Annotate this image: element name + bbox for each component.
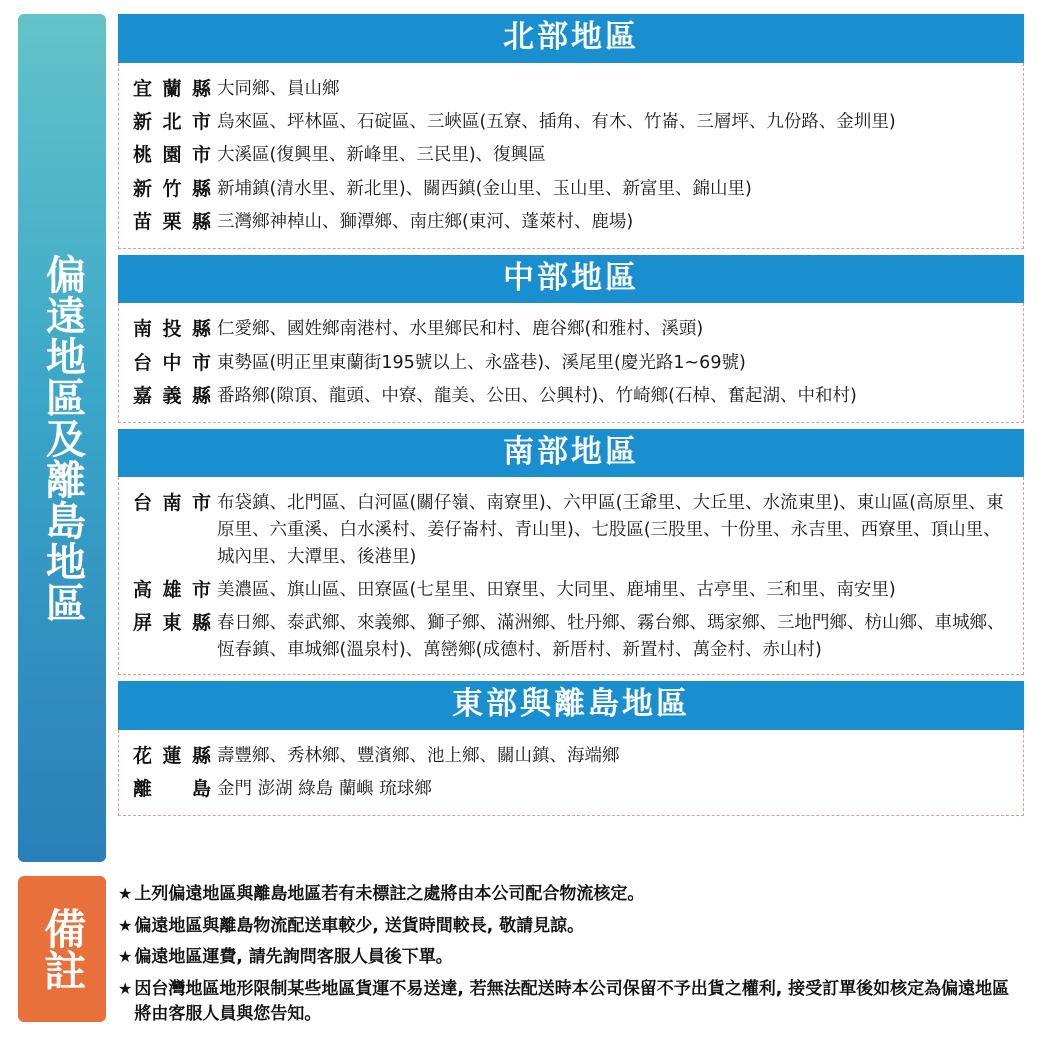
list-item xyxy=(118,914,1024,939)
list-item xyxy=(118,977,1024,1026)
region-body-east-islands xyxy=(118,730,1024,816)
region-header-north: 北部地區 xyxy=(118,14,1024,63)
region-header-east-islands: 東部與離島地區 xyxy=(118,681,1024,730)
region-block-east-islands xyxy=(118,681,1024,815)
table-row xyxy=(125,106,1013,137)
county-areas: 金門 澎湖 綠島 蘭嶼 琉球鄉 xyxy=(217,779,432,800)
region-header-south: 南部地區 xyxy=(118,429,1024,478)
table-row xyxy=(125,607,1013,664)
county-areas: 東勢區(明正里東蘭街195號以上、永盛巷)、溪尾里(慶光路1~69號) xyxy=(217,352,746,373)
table-row xyxy=(125,173,1013,204)
table-row xyxy=(125,574,1013,605)
table-row xyxy=(125,73,1013,104)
table-row xyxy=(125,740,1013,771)
county-areas: 美濃區、旗山區、田寮區(七星里、田寮里、大同里、鹿埔里、古亭里、三和里、南安里) xyxy=(217,579,896,600)
county-areas: 大同鄉、員山鄉 xyxy=(217,78,340,99)
region-list xyxy=(118,14,1024,822)
notes-vertical-label xyxy=(18,876,106,1022)
list-item xyxy=(118,945,1024,970)
region-block-central xyxy=(118,255,1024,423)
star-icon: ★ xyxy=(118,978,133,998)
note-text: 因台灣地區地形限制某些地區貨運不易送達, 若無法配送時本公司保留不予出貨之權利, 接受訂單後如核定為偏遠地區將由客服人員與您告知。 xyxy=(134,978,1010,1024)
region-block-north xyxy=(118,14,1024,249)
notes-vertical-label-text: 備註 xyxy=(38,907,88,991)
region-header-central: 中部地區 xyxy=(118,255,1024,304)
list-item xyxy=(118,882,1024,907)
county-label: 離島 xyxy=(133,778,211,801)
county-label: 宜蘭縣 xyxy=(133,77,211,100)
remote-area-vertical-label xyxy=(18,14,106,862)
table-row xyxy=(125,313,1013,344)
county-label: 屏東縣 xyxy=(133,611,211,634)
county-label: 苗栗縣 xyxy=(133,211,211,234)
county-areas: 大溪區(復興里、新峰里、三民里)、復興區 xyxy=(217,145,546,166)
region-body-north xyxy=(118,63,1024,249)
star-icon: ★ xyxy=(118,947,133,967)
county-label: 台中市 xyxy=(133,351,211,374)
county-label: 台南市 xyxy=(133,492,211,515)
table-row xyxy=(125,139,1013,170)
county-label: 嘉義縣 xyxy=(133,385,211,408)
star-icon: ★ xyxy=(118,884,133,903)
county-label: 桃園市 xyxy=(133,144,211,167)
county-areas: 春日鄉、泰武鄉、來義鄉、獅子鄉、滿洲鄉、牡丹鄉、霧台鄉、瑪家鄉、三地門鄉、枋山鄉、車城鄉、恆春鎮、車城鄉(溫泉村)、萬巒鄉(成德村、新厝村、新置村、萬金村、赤山村) xyxy=(217,612,1005,661)
county-areas: 三灣鄉神棹山、獅潭鄉、南庄鄉(東河、蓬萊村、鹿場) xyxy=(217,212,634,233)
county-areas: 番路鄉(隙頂、龍頭、中寮、龍美、公田、公興村)、竹崎鄉(石棹、奮起湖、中和村) xyxy=(217,386,857,407)
county-areas: 烏來區、坪林區、石碇區、三峽區(五寮、插角、有木、竹崙、三層坪、九份路、金圳里) xyxy=(217,111,896,132)
remote-area-vertical-label-text: 偏遠地區及離島地區 xyxy=(39,253,86,623)
county-areas: 壽豐鄉、秀林鄉、豐濱鄉、池上鄉、關山鎮、海端鄉 xyxy=(217,745,620,766)
region-body-central xyxy=(118,303,1024,422)
county-label: 高雄市 xyxy=(133,578,211,601)
notes-section xyxy=(18,876,1024,1033)
region-body-south xyxy=(118,477,1024,675)
table-row xyxy=(125,773,1013,804)
county-label: 南投縣 xyxy=(133,318,211,341)
note-text: 上列偏遠地區與離島地區若有未標註之處將由本公司配合物流核定。 xyxy=(134,884,645,904)
note-text: 偏遠地區與離島物流配送車較少, 送貨時間較長, 敬請見諒。 xyxy=(134,915,585,936)
table-row xyxy=(125,206,1013,237)
region-block-south xyxy=(118,429,1024,676)
county-areas: 仁愛鄉、國姓鄉南港村、水里鄉民和村、鹿谷鄉(和雅村、溪頭) xyxy=(217,319,704,340)
county-areas: 布袋鎮、北門區、白河區(關仔嶺、南寮里)、六甲區(王爺里、大丘里、水流東里)、東山區(高原里、東原里、六重溪、白水溪村、姜仔崙村、青山里)、七股區(三股里、十份里、永吉里、西寮里、頂山里、城內里、大潭里、後港里) xyxy=(217,493,1004,568)
star-icon: ★ xyxy=(118,915,133,935)
table-row xyxy=(125,347,1013,378)
notes-list xyxy=(118,876,1024,1033)
county-label: 花蓮縣 xyxy=(133,744,211,767)
county-label: 新竹縣 xyxy=(133,177,211,200)
table-row xyxy=(125,380,1013,411)
county-areas: 新埔鎮(清水里、新北里)、關西鎮(金山里、玉山里、新富里、錦山里) xyxy=(217,178,752,199)
table-row xyxy=(125,487,1013,571)
note-text: 偏遠地區運費, 請先詢問客服人員後下單。 xyxy=(134,947,453,968)
county-label: 新北市 xyxy=(133,110,211,133)
